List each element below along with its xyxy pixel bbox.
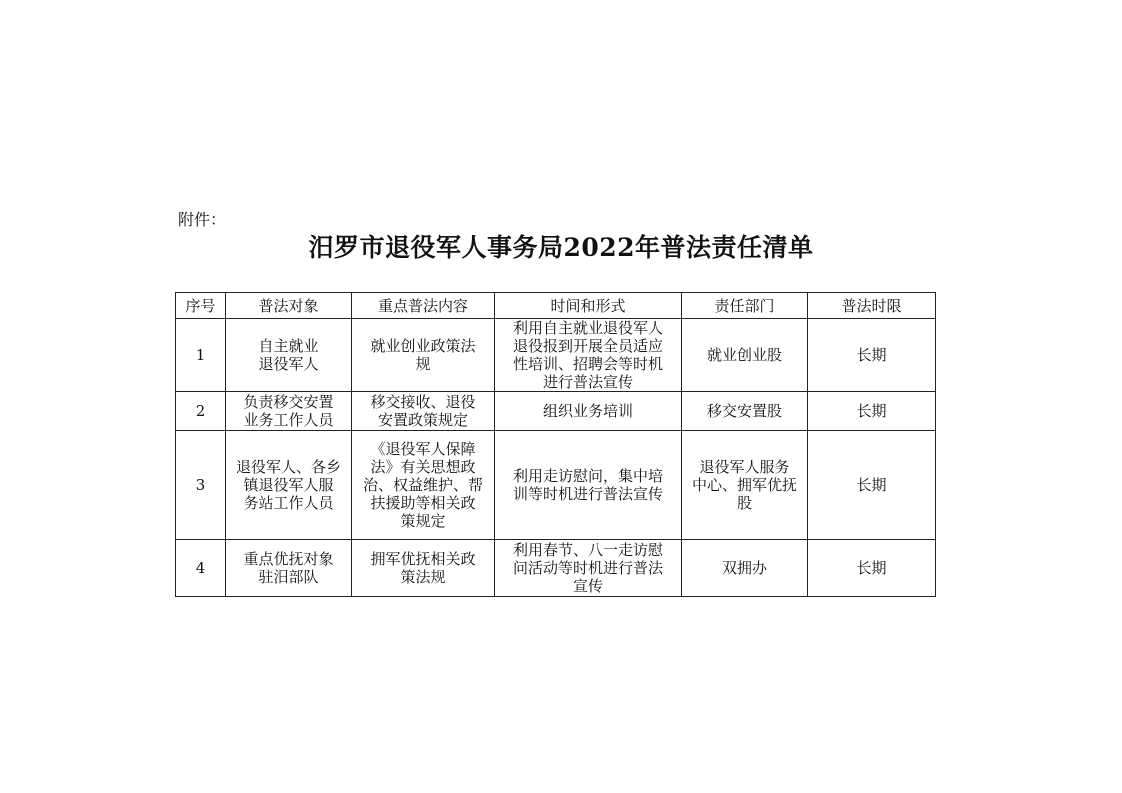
cell-form-text: 利用走访慰问，集中培 训等时机进行普法宣传 [512,467,663,503]
cell-period-text: 长期 [856,346,887,364]
cell-period-text: 长期 [856,559,887,577]
cell-no [176,540,226,597]
header-no: 序号 [176,293,226,319]
cell-target [226,319,352,392]
cell-content-text: 移交接收、退役 安置政策规定 [370,393,476,429]
cell-form-text: 组织业务培训 [542,402,633,420]
header-target: 普法对象 [226,293,352,319]
cell-period [808,319,936,392]
cell-form-text: 利用春节、八一走访慰 问活动等时机进行普法 宣传 [512,541,663,595]
table-row [176,319,936,392]
cell-form [495,319,682,392]
cell-form-text: 利用自主就业退役军人 退役报到开展全员适应 性培训、招聘会等时机 进行普法宣传 [512,319,663,391]
cell-dept [682,319,808,392]
duty-table [175,292,936,597]
header-content: 重点普法内容 [352,293,495,319]
cell-no [176,319,226,392]
cell-no [176,431,226,540]
table-row [176,540,936,597]
cell-no-text: 4 [195,559,206,577]
cell-content [352,431,495,540]
cell-content [352,392,495,431]
cell-period [808,392,936,431]
cell-period [808,540,936,597]
cell-content-text: 《退役军人保障 法》有关思想政 治、权益维护、帮 扶援助等相关政 策规定 [362,440,483,530]
cell-no-text: 2 [195,402,206,420]
cell-period-text: 长期 [856,476,887,494]
cell-target-text: 退役军人、各乡 镇退役军人服 务站工作人员 [235,458,341,512]
header-period: 普法时限 [808,293,936,319]
cell-dept [682,431,808,540]
cell-target [226,540,352,597]
cell-no-text: 1 [195,346,206,364]
header-dept: 责任部门 [682,293,808,319]
cell-no-text: 3 [195,476,206,494]
cell-form [495,540,682,597]
table-row [176,431,936,540]
cell-target [226,392,352,431]
document-title: 汨罗市退役军人事务局2022年普法责任清单 [308,233,814,262]
cell-form [495,392,682,431]
cell-no [176,392,226,431]
cell-content-text: 就业创业政策法 规 [370,337,476,373]
cell-content [352,540,495,597]
cell-dept-text: 双拥办 [721,559,767,577]
header-form: 时间和形式 [495,293,682,319]
cell-dept-text: 退役军人服务 中心、拥军优抚 股 [691,458,797,512]
cell-dept-text: 就业创业股 [706,346,782,364]
cell-period [808,431,936,540]
cell-dept [682,540,808,597]
cell-dept [682,392,808,431]
cell-content [352,319,495,392]
cell-target-text: 自主就业 退役军人 [258,337,319,373]
table-row [176,392,936,431]
cell-period-text: 长期 [856,402,887,420]
cell-content-text: 拥军优抚相关政 策法规 [370,550,476,586]
table-header-row [176,293,936,319]
cell-target-text: 重点优抚对象 驻汨部队 [243,550,334,586]
attachment-label: 附件： [178,210,227,229]
cell-target [226,431,352,540]
cell-target-text: 负责移交安置 业务工作人员 [243,393,334,429]
cell-form [495,431,682,540]
cell-dept-text: 移交安置股 [706,402,782,420]
